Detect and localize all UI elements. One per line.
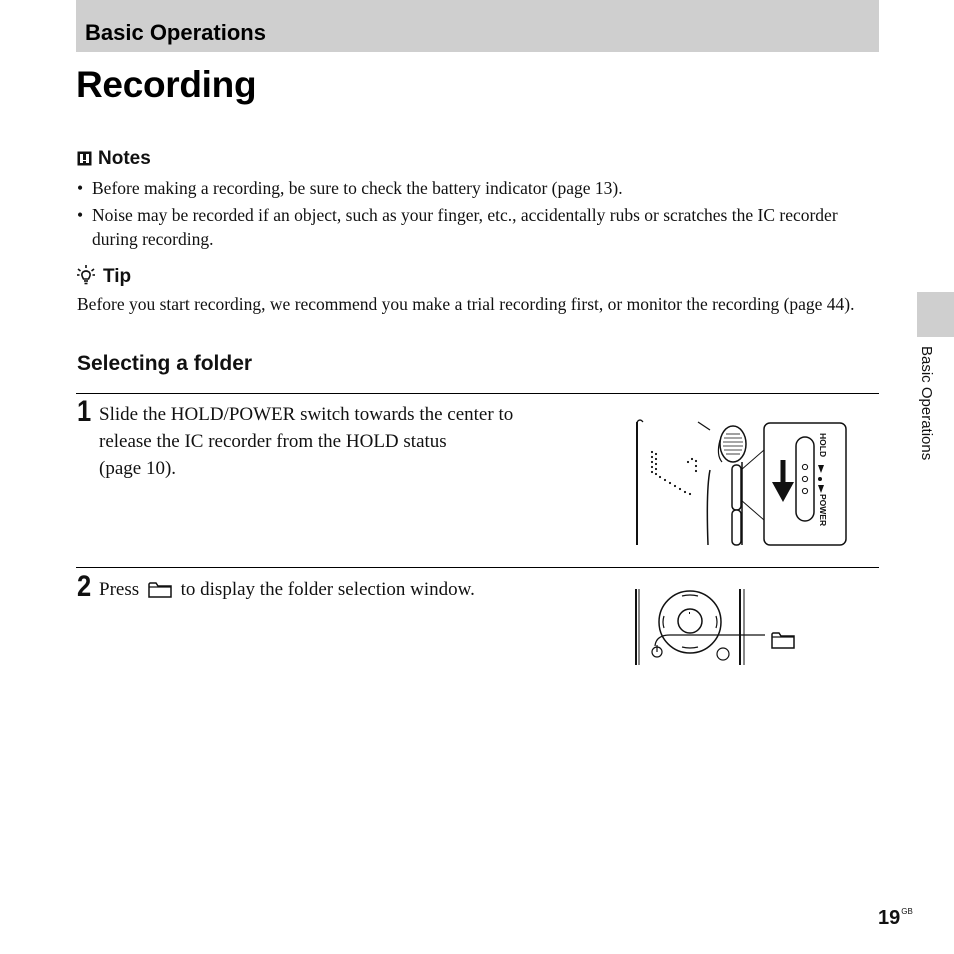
tip-text: Before you start recording, we recommend you make a trial recording first, or monitor the recording (page 44). — [77, 294, 855, 314]
page-number-suffix: GB — [901, 907, 913, 916]
section-title: Basic Operations — [85, 20, 266, 45]
step-line: (page 10). — [99, 458, 177, 479]
side-tab-marker — [917, 292, 954, 337]
step-line: release the IC recorder from the HOLD status — [99, 431, 447, 452]
step-text-end: to display the folder selection window. — [180, 579, 475, 600]
switch-hold-label: HOLD — [818, 433, 828, 458]
tip-lightbulb-icon — [77, 265, 95, 291]
side-tab-label: Basic Operations — [918, 346, 935, 461]
step-number: 1 — [77, 395, 92, 428]
notes-list — [77, 176, 879, 254]
section-header — [76, 0, 879, 52]
divider — [76, 393, 879, 394]
notes-heading-label: Notes — [98, 148, 151, 169]
list-item: • Before making a recording, be sure to check the battery indicator (page 13). — [77, 176, 879, 200]
hold-switch-illustration — [628, 410, 858, 550]
step-number: 2 — [77, 570, 92, 603]
folder-icon — [772, 633, 794, 648]
page-number — [878, 907, 913, 930]
switch-power-label: POWER — [818, 494, 828, 527]
folder-button-illustration — [630, 588, 810, 668]
page-number-value: 19 — [878, 907, 901, 929]
step-text — [99, 401, 599, 482]
tip-heading-label: Tip — [103, 266, 132, 287]
step-text-start: Press — [99, 579, 140, 600]
folder-icon — [148, 579, 172, 606]
divider — [76, 567, 879, 568]
notes-heading — [77, 148, 151, 172]
list-item: • Noise may be recorded if an object, such as your finger, etc., accidentally rubs or scratches the IC recorder during recording. — [77, 203, 879, 251]
tip-heading — [77, 265, 131, 291]
step-line: Slide the HOLD/POWER switch towards the center to — [99, 404, 514, 425]
step-text — [99, 576, 579, 606]
page-title: Recording — [76, 64, 257, 105]
notes-icon — [77, 150, 92, 172]
subheading: Selecting a folder — [77, 352, 253, 375]
